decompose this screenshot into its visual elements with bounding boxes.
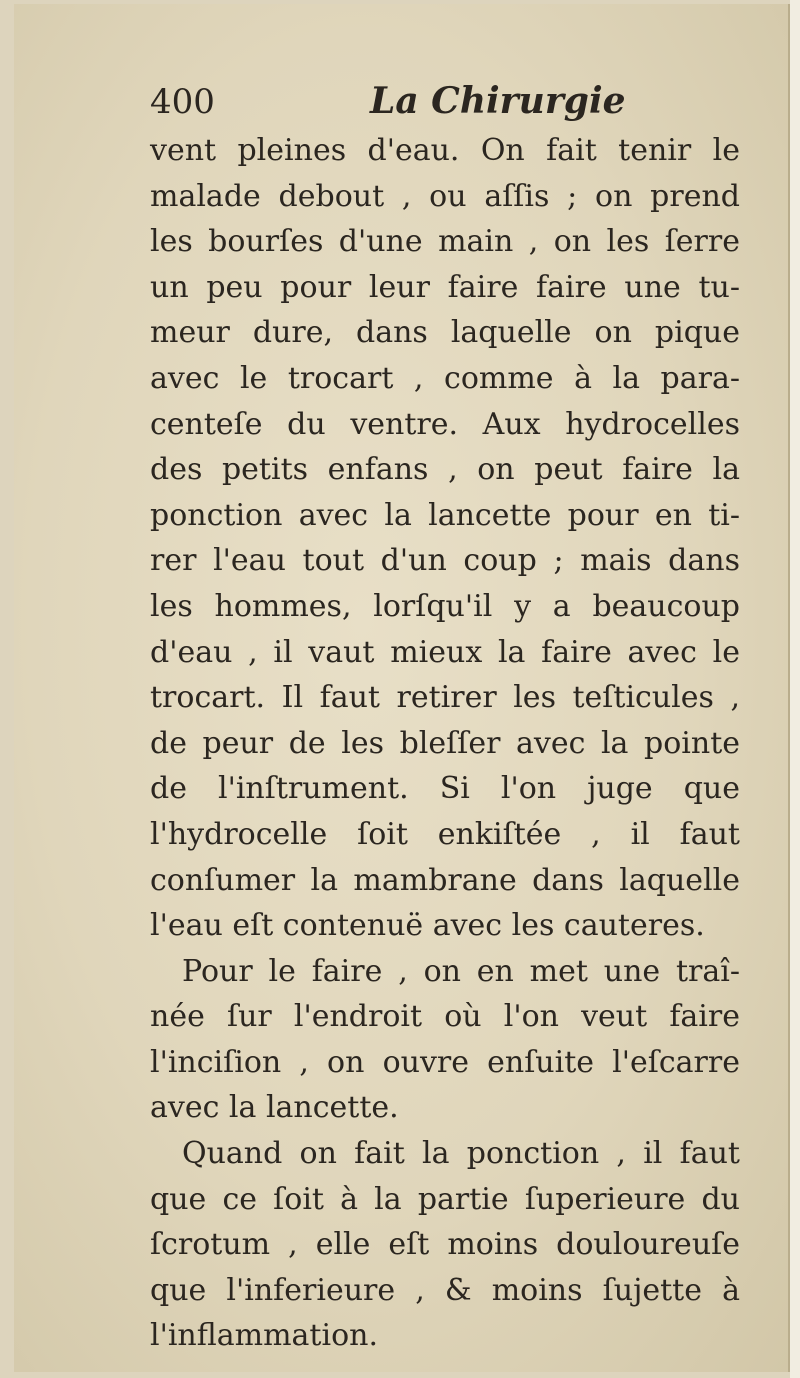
text-line: malade debout , ou aſſis ; on prend bbox=[150, 178, 740, 214]
text-line: Quand on fait la ponction , il faut bbox=[182, 1136, 740, 1172]
text-body bbox=[150, 128, 740, 1359]
text-line: de peur de les bleſſer avec la pointe bbox=[150, 725, 740, 761]
running-title: La Chirurgie bbox=[370, 80, 626, 122]
text-line: l'eau eſt contenuë avec les cauteres. bbox=[150, 908, 705, 944]
text-line: un peu pour leur faire faire une tu- bbox=[150, 269, 740, 305]
text-line: avec le trocart , comme à la para- bbox=[150, 360, 740, 396]
page-edge bbox=[790, 0, 800, 1378]
text-line: trocart. Il faut retirer les teſticules , bbox=[150, 680, 740, 716]
text-line: vent pleines d'eau. On fait tenir le bbox=[150, 133, 740, 168]
text-line: l'hydrocelle ſoit enkiſtée , il faut bbox=[150, 816, 740, 852]
text-line: meur dure, dans laquelle on pique bbox=[150, 315, 740, 351]
text-line: ſcrotum , elle eſt moins douloureuſe bbox=[150, 1227, 740, 1263]
text-line: d'eau , il vaut mieux la faire avec le bbox=[150, 634, 740, 670]
text-line: née ſur l'endroit où l'on veut faire bbox=[150, 999, 740, 1035]
text-line: que l'inferieure , & moins ſujette à bbox=[150, 1272, 740, 1308]
text-line: Pour le faire , on en met une traî- bbox=[182, 953, 740, 989]
page-number: 400 bbox=[150, 82, 215, 122]
text-line: avec la lancette. bbox=[150, 1090, 399, 1126]
text-line: rer l'eau tout d'un coup ; mais dans bbox=[150, 543, 740, 579]
text-line: les hommes, lorſqu'il y a beaucoup bbox=[150, 588, 740, 624]
text-line: de l'inſtrument. Si l'on juge que bbox=[150, 771, 740, 807]
text-line: ponction avec la lancette pour en ti- bbox=[150, 497, 740, 533]
text-line: des petits enfans , on peut faire la bbox=[150, 452, 740, 488]
text-line: l'inciſion , on ouvre enſuite l'eſcarre bbox=[150, 1044, 740, 1080]
text-line: conſumer la mambrane dans laquelle bbox=[150, 862, 740, 898]
text-line: que ce ſoit à la partie ſuperieure du bbox=[150, 1181, 740, 1217]
text-line: les bourſes d'une main , on les ſerre bbox=[150, 224, 740, 260]
text-line: l'inflammation. bbox=[150, 1318, 379, 1354]
text-line: centeſe du ventre. Aux hydrocelles bbox=[150, 406, 740, 442]
page-header bbox=[150, 76, 630, 136]
